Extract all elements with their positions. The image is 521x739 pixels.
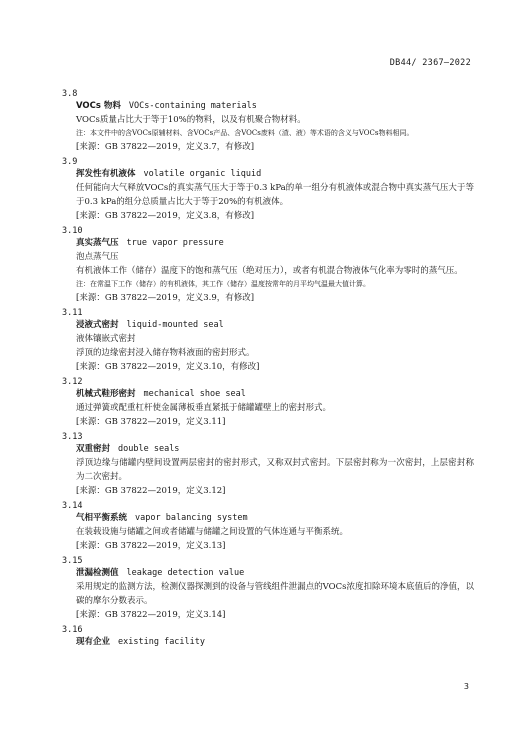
term-en: true vapor pressure bbox=[126, 238, 224, 248]
term-heading bbox=[76, 168, 474, 181]
term-zh: 现有企业 bbox=[76, 637, 111, 647]
term-definition: 通过弹簧或配重杠杆使金属薄板垂直紧抵于储罐罐壁上的密封形式。 bbox=[76, 403, 332, 413]
term-heading bbox=[76, 567, 474, 580]
term-heading bbox=[76, 237, 474, 250]
term-en: vapor balancing system bbox=[135, 513, 248, 523]
term-alias: 泡点蒸气压 bbox=[76, 252, 119, 262]
term-heading bbox=[76, 388, 474, 401]
term-en: leakage detection value bbox=[126, 568, 245, 578]
term-entry-3-15 bbox=[62, 555, 474, 622]
term-heading bbox=[76, 512, 474, 525]
term-en: VOCs-containing materials bbox=[128, 101, 257, 111]
term-source: [来源：GB 37822—2019，定义3.12] bbox=[76, 486, 226, 496]
term-zh: 机械式鞋形密封 bbox=[76, 389, 136, 399]
term-source: [来源：GB 37822—2019，定义3.7，有修改] bbox=[76, 142, 255, 152]
term-entry-3-11 bbox=[62, 307, 474, 374]
term-zh: 双重密封 bbox=[76, 444, 111, 454]
term-zh: 泄漏检测值 bbox=[76, 568, 119, 578]
term-zh: 真实蒸气压 bbox=[76, 238, 119, 248]
document-code: DB44/ 2367—2022 bbox=[389, 58, 471, 68]
term-source: [来源：GB 37822—2019，定义3.10，有修改] bbox=[76, 362, 260, 372]
term-zh: VOCs 物料 bbox=[76, 101, 121, 111]
term-en: mechanical shoe seal bbox=[143, 389, 246, 399]
entry-number: 3.9 bbox=[62, 157, 78, 167]
term-entry-3-12 bbox=[62, 376, 474, 429]
term-heading bbox=[76, 100, 474, 113]
term-source: [来源：GB 37822—2019，定义3.9，有修改] bbox=[76, 293, 255, 303]
entry-number: 3.14 bbox=[62, 501, 83, 511]
term-definition: VOCs质量占比大于等于10%的物料，以及有机聚合物材料。 bbox=[76, 115, 306, 125]
entry-number: 3.16 bbox=[62, 625, 83, 635]
entry-number: 3.11 bbox=[62, 308, 83, 318]
terms-section bbox=[62, 86, 474, 649]
term-note: 注：本文件中的含VOCs原辅材料、含VOCs产品、含VOCs废料（渣、液）等术语的含义与VOCs物料相同。 bbox=[76, 129, 414, 137]
term-definition: 浮顶边缘与储罐内壁间设置两层密封的密封形式，又称双封式密封。下层密封称为一次密封，上层密封称为二次密封。 bbox=[76, 458, 474, 482]
term-en: volatile organic liquid bbox=[143, 169, 262, 179]
term-definition: 采用规定的监测方法，检测仪器探测到的设备与管线组件泄漏点的VOCs浓度扣除环境本底值后的净值，以碳的摩尔分数表示。 bbox=[76, 582, 474, 606]
entry-number: 3.10 bbox=[62, 226, 83, 236]
entry-number: 3.12 bbox=[62, 377, 83, 387]
term-source: [来源：GB 37822—2019，定义3.13] bbox=[76, 541, 226, 551]
term-zh: 气相平衡系统 bbox=[76, 513, 128, 523]
term-heading bbox=[76, 636, 474, 649]
term-zh: 浸液式密封 bbox=[76, 320, 119, 330]
term-source: [来源：GB 37822—2019，定义3.8，有修改] bbox=[76, 211, 255, 221]
term-heading bbox=[76, 443, 474, 456]
term-heading bbox=[76, 319, 474, 332]
term-entry-3-16 bbox=[62, 624, 474, 649]
term-definition: 浮顶的边缘密封浸入储存物料液面的密封形式。 bbox=[76, 348, 255, 358]
term-alias: 液体镶嵌式密封 bbox=[76, 334, 136, 344]
entry-number: 3.13 bbox=[62, 432, 83, 442]
term-en: existing facility bbox=[118, 637, 206, 647]
term-en: liquid-mounted seal bbox=[126, 320, 224, 330]
term-zh: 挥发性有机液体 bbox=[76, 169, 136, 179]
term-source: [来源：GB 37822—2019，定义3.14] bbox=[76, 610, 226, 620]
term-definition: 有机液体工作（储存）温度下的饱和蒸气压（绝对压力），或者有机混合物液体气化率为零时的蒸气压。 bbox=[76, 266, 463, 276]
term-source: [来源：GB 37822—2019，定义3.11] bbox=[76, 417, 226, 427]
term-note: 注：在常温下工作（储存）的有机液体，其工作（储存）温度按常年的月平均气温最大值计算。 bbox=[76, 280, 370, 288]
page-number: 3 bbox=[463, 682, 469, 691]
term-entry-3-14 bbox=[62, 500, 474, 553]
term-entry-3-13 bbox=[62, 431, 474, 498]
term-entry-3-9 bbox=[62, 156, 474, 223]
term-definition: 任何能向大气释放VOCs的真实蒸气压大于等于0.3 kPa的单一组分有机液体或混合物中真实蒸气压大于等于0.3 kPa的组分总质量占比大于等于20%的有机液体。 bbox=[76, 183, 474, 207]
term-en: double seals bbox=[118, 444, 180, 454]
entry-number: 3.8 bbox=[62, 89, 78, 99]
entry-number: 3.15 bbox=[62, 556, 83, 566]
term-definition: 在装载设施与储罐之间或者储罐与储罐之间设置的气体连通与平衡系统。 bbox=[76, 527, 349, 537]
term-entry-3-10 bbox=[62, 225, 474, 305]
term-entry-3-8 bbox=[62, 88, 474, 154]
